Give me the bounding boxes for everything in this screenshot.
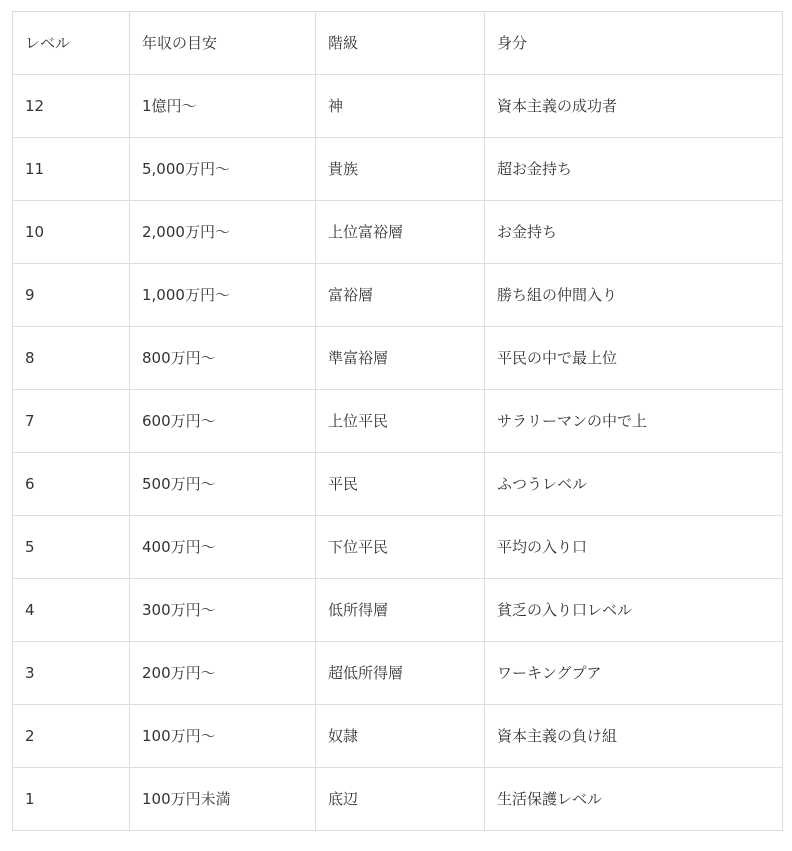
cell-class: 貴族 xyxy=(316,138,485,201)
table-row xyxy=(13,75,783,138)
header-level: レベル xyxy=(13,12,130,75)
cell-class: 底辺 xyxy=(316,768,485,831)
cell-level: 11 xyxy=(13,138,130,201)
cell-status: 平民の中で最上位 xyxy=(485,327,783,390)
header-income: 年収の目安 xyxy=(130,12,316,75)
cell-class: 平民 xyxy=(316,453,485,516)
cell-income: 1億円～ xyxy=(130,75,316,138)
cell-status: 資本主義の負け組 xyxy=(485,705,783,768)
table-row xyxy=(13,390,783,453)
table-row xyxy=(13,642,783,705)
cell-level: 12 xyxy=(13,75,130,138)
cell-status: 資本主義の成功者 xyxy=(485,75,783,138)
cell-income: 1,000万円～ xyxy=(130,264,316,327)
cell-level: 5 xyxy=(13,516,130,579)
cell-class: 準富裕層 xyxy=(316,327,485,390)
cell-income: 100万円未満 xyxy=(130,768,316,831)
table-container xyxy=(12,11,783,831)
table-row xyxy=(13,453,783,516)
cell-level: 9 xyxy=(13,264,130,327)
header-class: 階級 xyxy=(316,12,485,75)
table-row xyxy=(13,201,783,264)
cell-class: 超低所得層 xyxy=(316,642,485,705)
cell-level: 8 xyxy=(13,327,130,390)
cell-income: 500万円～ xyxy=(130,453,316,516)
cell-status: サラリーマンの中で上 xyxy=(485,390,783,453)
header-status: 身分 xyxy=(485,12,783,75)
cell-class: 神 xyxy=(316,75,485,138)
cell-class: 低所得層 xyxy=(316,579,485,642)
cell-income: 300万円～ xyxy=(130,579,316,642)
cell-status: 平均の入り口 xyxy=(485,516,783,579)
cell-status: 超お金持ち xyxy=(485,138,783,201)
table-row xyxy=(13,264,783,327)
cell-status: 生活保護レベル xyxy=(485,768,783,831)
cell-level: 2 xyxy=(13,705,130,768)
cell-income: 100万円～ xyxy=(130,705,316,768)
cell-level: 7 xyxy=(13,390,130,453)
table-row xyxy=(13,516,783,579)
cell-class: 下位平民 xyxy=(316,516,485,579)
income-level-table xyxy=(12,11,783,831)
cell-income: 600万円～ xyxy=(130,390,316,453)
cell-status: 貧乏の入り口レベル xyxy=(485,579,783,642)
cell-status: ふつうレベル xyxy=(485,453,783,516)
cell-income: 2,000万円～ xyxy=(130,201,316,264)
cell-class: 富裕層 xyxy=(316,264,485,327)
cell-level: 3 xyxy=(13,642,130,705)
cell-income: 5,000万円～ xyxy=(130,138,316,201)
table-row xyxy=(13,705,783,768)
cell-class: 上位平民 xyxy=(316,390,485,453)
table-row xyxy=(13,138,783,201)
cell-status: ワーキングプア xyxy=(485,642,783,705)
cell-class: 奴隷 xyxy=(316,705,485,768)
cell-status: 勝ち組の仲間入り xyxy=(485,264,783,327)
cell-level: 6 xyxy=(13,453,130,516)
table-row xyxy=(13,327,783,390)
cell-level: 4 xyxy=(13,579,130,642)
cell-income: 400万円～ xyxy=(130,516,316,579)
cell-income: 800万円～ xyxy=(130,327,316,390)
cell-status: お金持ち xyxy=(485,201,783,264)
cell-income: 200万円～ xyxy=(130,642,316,705)
cell-level: 10 xyxy=(13,201,130,264)
cell-class: 上位富裕層 xyxy=(316,201,485,264)
cell-level: 1 xyxy=(13,768,130,831)
table-header-row xyxy=(13,12,783,75)
table-row xyxy=(13,579,783,642)
table-row xyxy=(13,768,783,831)
